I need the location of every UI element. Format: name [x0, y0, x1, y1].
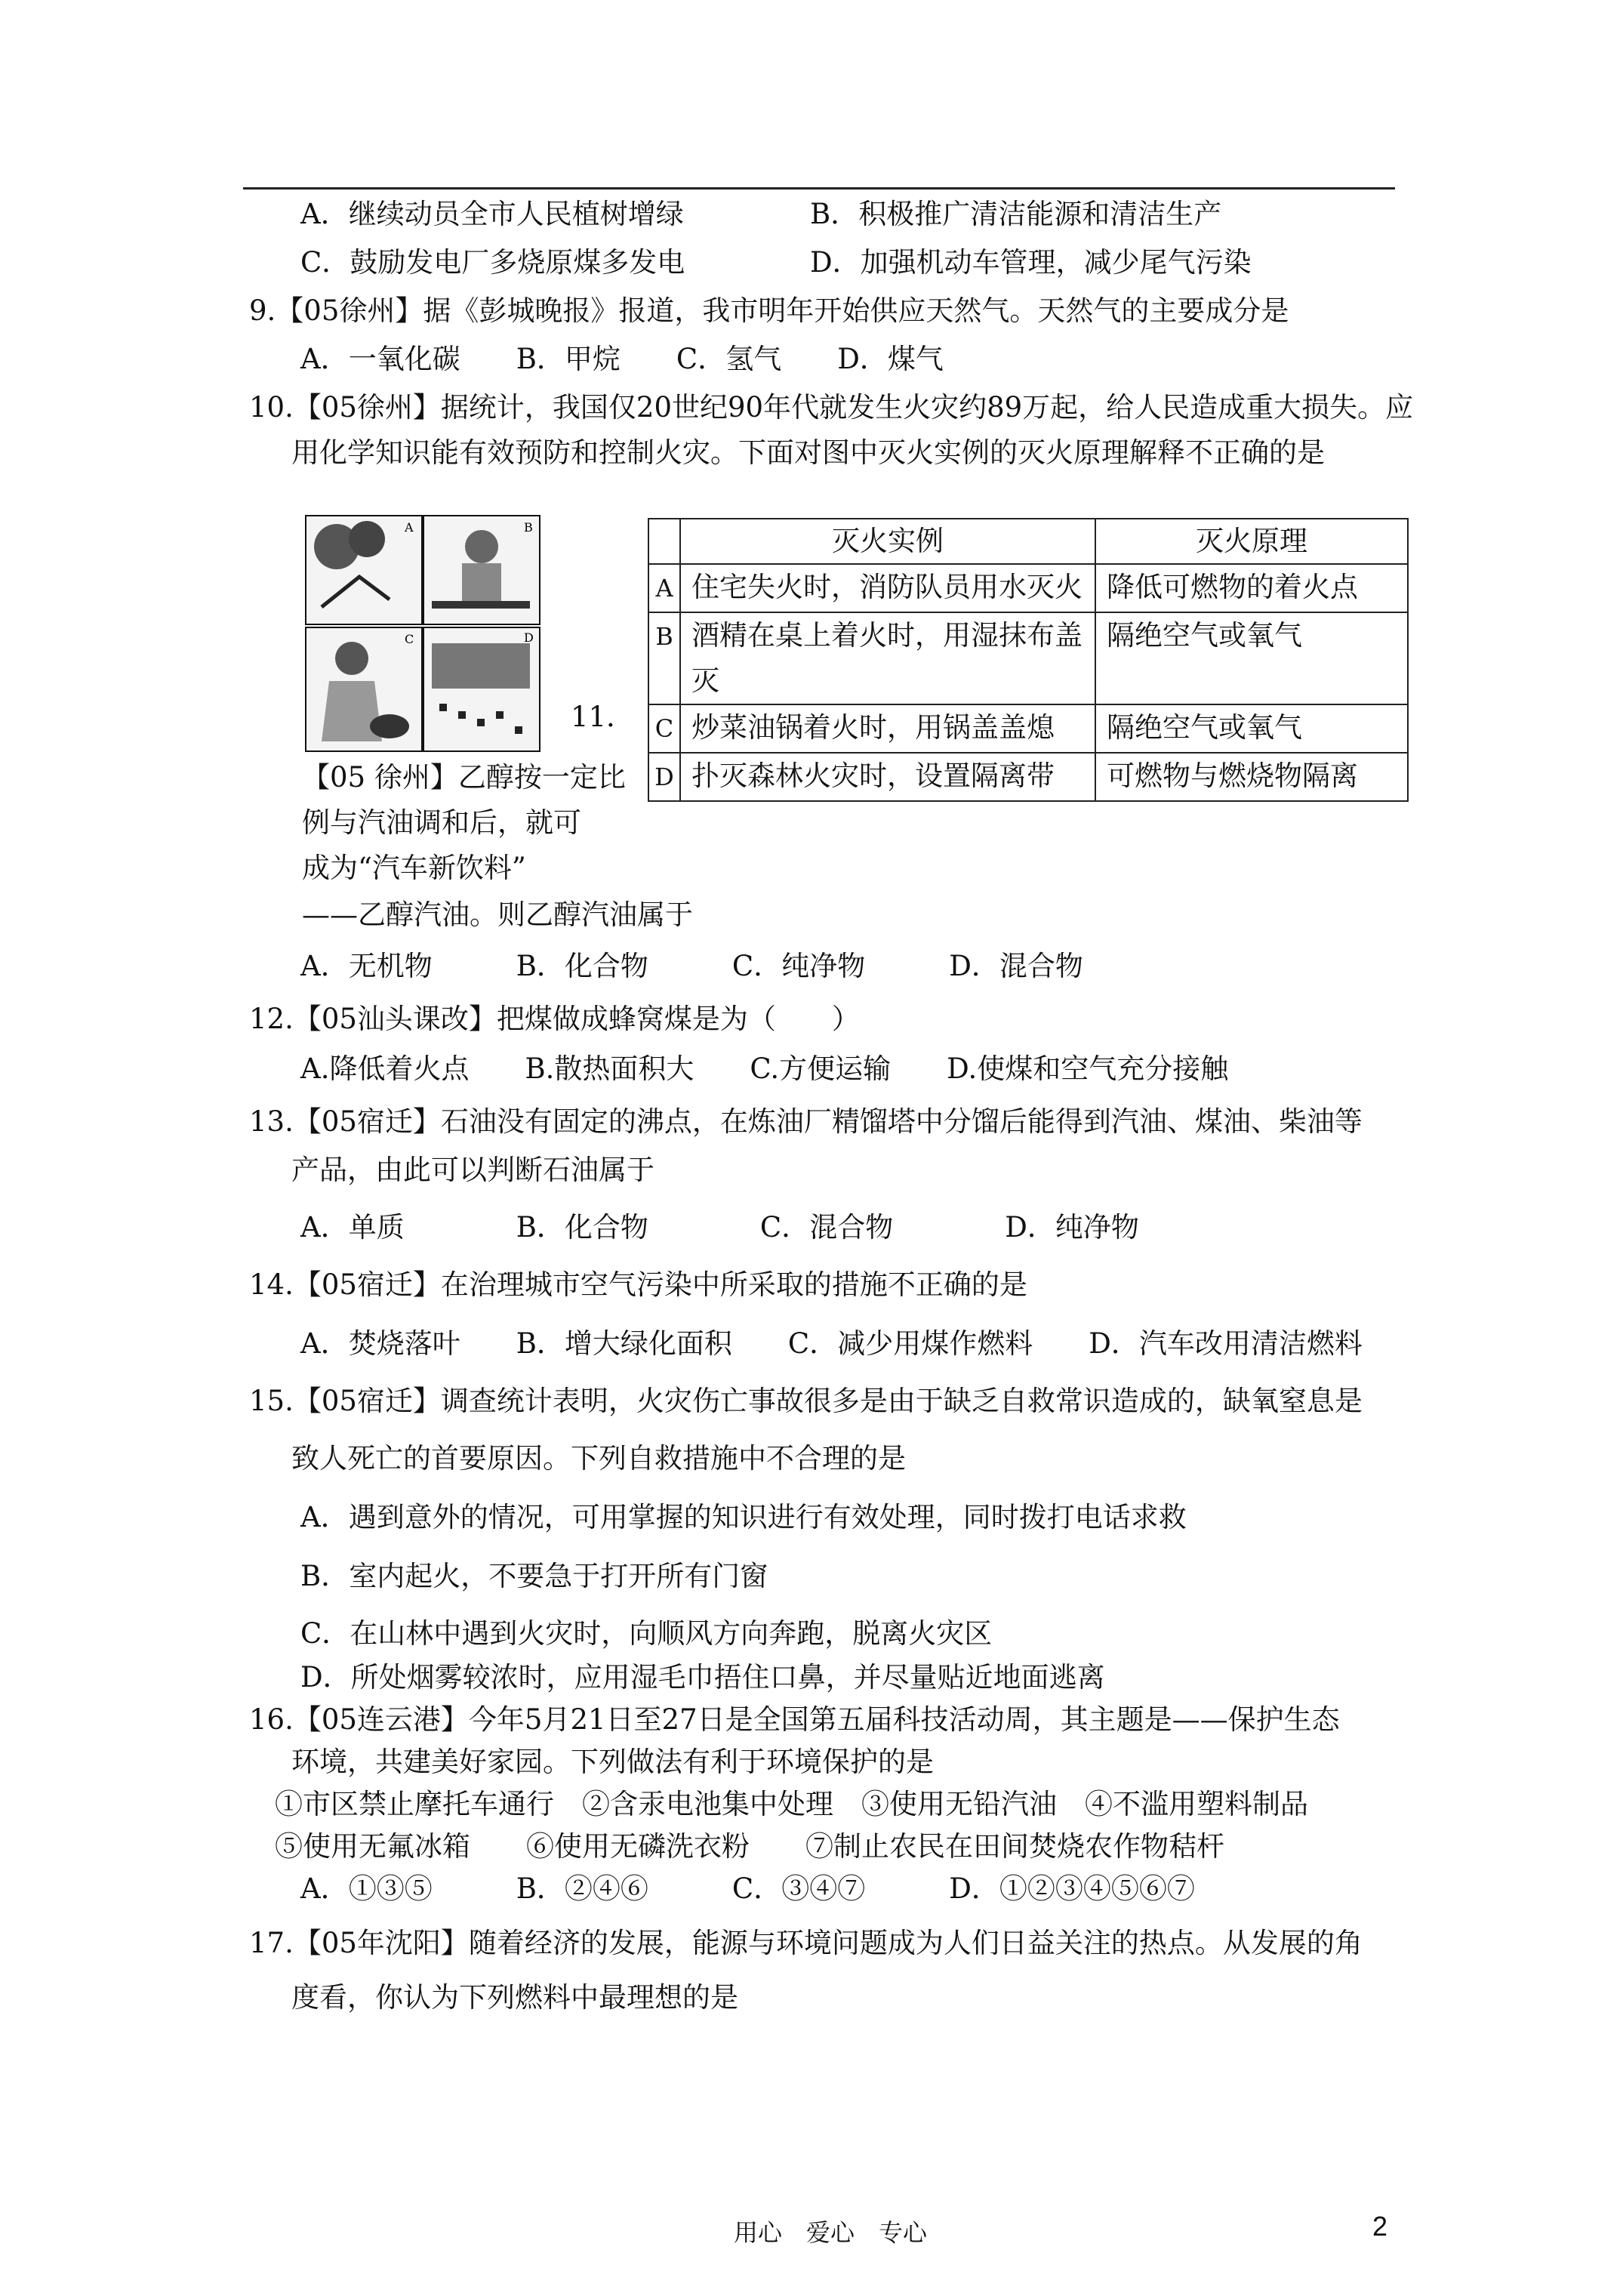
question-14-options: A．焚烧落叶 B．增大绿化面积 C．减少用煤作燃料 D．汽车改用清洁燃料 [300, 1327, 1363, 1360]
question-15-line1: 15.【05宿迁】调查统计表明，火灾伤亡事故很多是由于缺乏自救常识造成的，缺氧窒息是 [249, 1385, 1363, 1417]
row-example: 住宅失火时，消防队员用水灭火 [680, 564, 1095, 612]
row-principle: 隔绝空气或氧气 [1095, 704, 1408, 753]
question-9: 9.【05徐州】据《彭城晚报》报道，我市明年开始供应天然气。天然气的主要成分是 [249, 294, 1289, 327]
page-number: 2 [1372, 2211, 1388, 2242]
question-17-line2: 度看，你认为下列燃料中最理想的是 [291, 1981, 738, 2014]
question-14: 14.【05宿迁】在治理城市空气污染中所采取的措施不正确的是 [249, 1268, 1027, 1301]
question-11-line4: ——乙醇汽油。则乙醇汽油属于 [302, 898, 693, 931]
picture-d [423, 627, 540, 752]
picture-c [305, 627, 423, 752]
table-row [648, 612, 1408, 704]
row-example: 扑灭森林火灾时，设置隔离带 [680, 753, 1095, 801]
row-principle: 隔绝空气或氧气 [1095, 612, 1408, 704]
question-13-options: A．单质 B．化合物 C．混合物 D．纯净物 [300, 1211, 1139, 1244]
row-example: 酒精在桌上着火时，用湿抹布盖灭 [680, 612, 1095, 704]
row-principle: 可燃物与燃烧物隔离 [1095, 753, 1408, 801]
question-11-line1: 【05 徐州】乙醇按一定比 [302, 761, 626, 794]
question-15-option-a: A．遇到意外的情况，可用掌握的知识进行有效处理，同时拨打电话求救 [300, 1501, 1187, 1533]
picture-b [423, 515, 540, 625]
svg-text:A: A [405, 520, 414, 535]
question-15-option-c: C．在山林中遇到火灾时，向顺风方向奔跑，脱离火灾区 [300, 1617, 993, 1650]
picture-a [305, 515, 423, 625]
row-key: A [648, 564, 680, 612]
table-row [648, 704, 1408, 753]
row-principle: 降低可燃物的着火点 [1095, 564, 1408, 612]
question-15-option-d: D．所处烟雾较浓时，应用湿毛巾捂住口鼻，并尽量贴近地面逃离 [300, 1661, 1105, 1693]
svg-text:C: C [405, 632, 414, 646]
row-key: D [648, 753, 680, 801]
question-16-line1: 16.【05连云港】今年5月21日至27日是全国第五届科技活动周，其主题是——保护生态 [249, 1703, 1340, 1736]
table-row [648, 564, 1408, 612]
header-rule [243, 187, 1395, 190]
question-16-options: A．①③⑤ B．②④⑥ C．③④⑦ D．①②③④⑤⑥⑦ [300, 1872, 1195, 1905]
question-11-number: 11． [571, 701, 635, 733]
svg-text:D: D [524, 630, 534, 645]
fire-table [648, 518, 1409, 802]
question-9-options: A．一氧化碳 B．甲烷 C．氢气 D．煤气 [300, 343, 944, 375]
row-key: C [648, 704, 680, 753]
svg-text:B: B [524, 520, 533, 535]
q8-option-a: A．继续动员全市人民植树增绿 [300, 198, 684, 230]
question-13-line1: 13.【05宿迁】石油没有固定的沸点，在炼油厂精馏塔中分馏后能得到汽油、煤油、柴油等 [249, 1105, 1363, 1138]
table-corner [648, 519, 680, 564]
q8-option-c: C．鼓励发电厂多烧原煤多发电 [300, 246, 685, 279]
table-header-principle: 灭火原理 [1095, 519, 1408, 564]
question-13-line2: 产品，由此可以判断石油属于 [291, 1154, 654, 1186]
question-17-line1: 17.【05年沈阳】随着经济的发展，能源与环境问题成为人们日益关注的热点。从发展的角 [249, 1927, 1363, 1959]
table-header-example: 灭火实例 [680, 519, 1095, 564]
q8-option-b: B．积极推广清洁能源和清洁生产 [810, 198, 1222, 230]
question-11-line3: 成为“汽车新饮料” [302, 852, 526, 884]
question-16-line4: ⑤使用无氟冰箱 ⑥使用无磷洗衣粉 ⑦制止农民在田间焚烧农作物秸杆 [275, 1830, 1224, 1863]
table-row [648, 753, 1408, 801]
question-10-line2: 用化学知识能有效预防和控制火灾。下面对图中灭火实例的灭火原理解释不正确的是 [291, 436, 1325, 469]
question-11-line2: 例与汽油调和后，就可 [302, 806, 581, 839]
question-11-options: A．无机物 B．化合物 C．纯净物 D．混合物 [300, 950, 1083, 982]
q8-option-d: D．加强机动车管理，减少尾气污染 [810, 246, 1252, 279]
question-15-option-b: B．室内起火，不要急于打开所有门窗 [300, 1560, 768, 1592]
question-16-line2: 环境，共建美好家园。下列做法有利于环境保护的是 [291, 1746, 934, 1778]
question-16-line3: ①市区禁止摩托车通行 ②含汞电池集中处理 ③使用无铅汽油 ④不滥用塑料制品 [275, 1788, 1308, 1820]
question-12: 12.【05汕头课改】把煤做成蜂窝煤是为（ ） [249, 1003, 860, 1035]
question-12-options: A.降低着火点 B.散热面积大 C.方便运输 D.使煤和空气充分接触 [300, 1052, 1229, 1085]
footer-text: 用心 爱心 专心 [734, 2218, 928, 2247]
row-example: 炒菜油锅着火时，用锅盖盖熄 [680, 704, 1095, 753]
question-15-line2: 致人死亡的首要原因。下列自救措施中不合理的是 [291, 1442, 906, 1475]
row-key: B [648, 612, 680, 704]
question-10-line1: 10.【05徐州】据统计，我国仅20世纪90年代就发生火灾约89万起，给人民造成重大损失。应 [249, 391, 1414, 424]
